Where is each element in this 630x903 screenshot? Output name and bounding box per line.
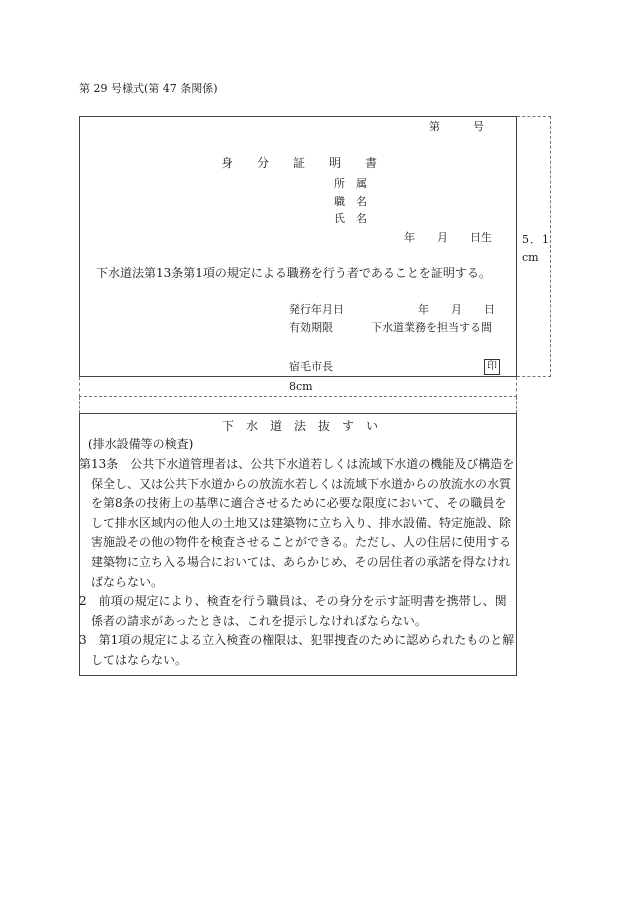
height-dimension-value: 5．1 (522, 233, 550, 246)
field-job-title: 職 名 (334, 195, 367, 208)
law-article-13-para-3: 3 第1項の規定による立入検査の権限は、犯罪捜査のために認められたものと解してはならない。 (79, 633, 515, 667)
law-excerpt-title: 下 水 道 法 抜 す い (222, 419, 379, 433)
issue-date-value: 年 月 日 (418, 303, 495, 316)
height-dimension-unit: cm (522, 251, 539, 264)
form-number: 第 29 号様式(第 47 条関係) (79, 82, 218, 95)
field-affiliation: 所 属 (334, 177, 367, 190)
issue-date-label: 発行年月日 (289, 303, 344, 316)
certificate-number-label: 第 号 (429, 120, 484, 133)
field-name: 氏 名 (334, 212, 367, 225)
validity-value: 下水道業務を担当する間 (371, 321, 492, 334)
validity-label: 有効期限 (289, 321, 333, 334)
law-article-13-para-2: 2 前項の規定により、検査を行う職員は、その身分を示す証明書を携帯し、関係者の請求があったときは、これを提示しなければならない。 (79, 594, 507, 628)
issuer-name: 宿毛市長 (289, 360, 333, 373)
law-article-13: 第13条 公共下水道管理者は、公共下水道若しくは流域下水道の機能及び構造を保全し、又は公共下水道からの放流水若しくは流域下水道からの放流水の水質を第8条の技術上の基準に適合させるために必要な限度において、その職員をして排水区域内の他人の土地又は建築物に立ち入り、排水設備、特定施設、除害施設その他の物件を検査させることができる。ただし、人の住居に使用する建築物に立ち入る場合においては、あらかじめ、その居住者の承諾を得なければならない。 (79, 457, 515, 589)
card-separator-guide (79, 397, 517, 413)
certificate-title: 身 分 証 明 書 (221, 156, 378, 170)
certificate-statement: 下水道法第13条第1項の規定による職務を行う者であることを証明する。 (96, 266, 491, 280)
law-excerpt-heading: (排水設備等の検査) (88, 437, 194, 451)
law-excerpt-body (79, 455, 516, 671)
seal-mark: 印 (484, 359, 500, 375)
birth-date-label: 年 月 日生 (404, 231, 492, 244)
width-dimension-label: 8cm (289, 380, 313, 393)
